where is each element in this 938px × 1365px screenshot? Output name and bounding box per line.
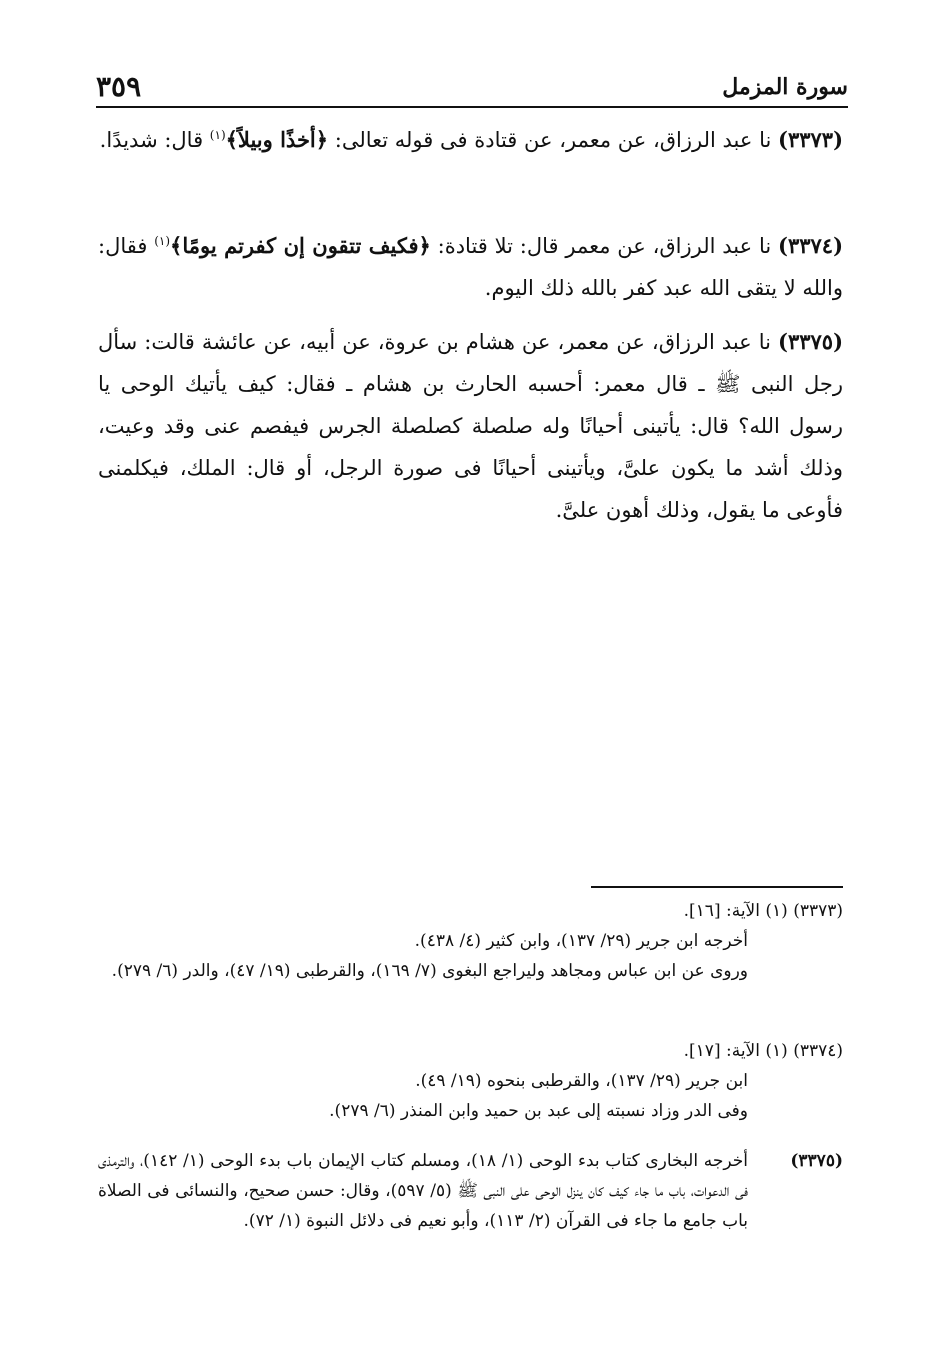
- hadith-number: (٣٣٧٥): [778, 329, 843, 354]
- header-rule: [96, 106, 848, 108]
- hadith-text: فقال: والله لا يتقى الله عبد كفر بالله ذلك اليوم.: [98, 234, 843, 300]
- hadith-number: (٣٣٧٣): [778, 127, 843, 152]
- footnote-ref: (١): [154, 234, 171, 248]
- footnote-rule: [591, 886, 843, 888]
- hadith-3373: [98, 119, 843, 161]
- hadith-text: نا عبد الرزاق، عن معمر قال: تلا قتادة:: [430, 234, 778, 258]
- footnote-body: [98, 1066, 843, 1126]
- footnote-body: أخرجه البخارى كتاب بدء الوحى (١/ ١٨)، ومسلم كتاب الإيمان باب بدء الوحى (١/ ١٤٢)، والترمذى فى الدعوات، باب ما جاء كيف كان ينزل الوحى على النبى ﷺ (٥/ ٥٩٧)، وقال: حسن صحيح، والنسائى فى الصلاة باب جامع ما جاء فى القرآن (٢/ ١١٣)، وأبو نعيم فى دلائل النبوة (١/ ٧٢).: [98, 1151, 748, 1231]
- hadith-text: نا عبد الرزاق، عن معمر، عن هشام بن عروة، عن أبيه، عن عائشة قالت: سأل رجل النبى ﷺ ـ قال معمر: أحسبه الحارث بن هشام ـ فقال: كيف يأتيك الوحى يا رسول الله؟ قال: يأتينى أحيانًا وله صلصلة كصلصلة الجرس فيفصم عنى وقد وعيت، وذلك أشد ما يكون علىَّ، ويأتينى أحيانًا فى صورة الرجل، أو قال: الملك، فيكلمنى فأوعى ما يقول، وذلك أهون علىَّ.: [98, 330, 843, 522]
- footnote-label: (٣٣٧٤) (١) الآية: [١٧].: [683, 1041, 843, 1061]
- footnote-line: وفى الدر وزاد نسبته إلى عبد بن حميد وابن المنذر (٦/ ٢٧٩).: [329, 1101, 748, 1121]
- footnote-ref: (١): [209, 128, 226, 142]
- footnote-body: [98, 926, 843, 986]
- footnote-line: ابن جرير (٢٩/ ١٣٧)، والقرطبى بنحوه (١٩/ ٤٩).: [415, 1071, 748, 1091]
- hadith-number: (٣٣٧٤): [778, 233, 843, 258]
- footnote-3373: [98, 896, 843, 986]
- hadith-3375: [98, 321, 843, 531]
- footnote-line: أخرجه ابن جرير (٢٩/ ١٣٧)، وابن كثير (٤/ ٤٣٨).: [414, 931, 748, 951]
- page-header: [96, 68, 848, 108]
- hadith-3374: [98, 225, 843, 309]
- hadith-text: نا عبد الرزاق، عن معمر، عن قتادة فى قوله تعالى:: [328, 128, 778, 152]
- quran-verse: ﴿فكيف تتقون إن كفرتم يومًا﴾: [170, 233, 431, 258]
- page-number: ٣٥٩: [96, 70, 142, 103]
- footnote-3375: [98, 1146, 843, 1236]
- footnote-label: (٣٣٧٣) (١) الآية: [١٦].: [683, 901, 843, 921]
- footnote-3374: [98, 1036, 843, 1126]
- footnote-label: (٣٣٧٥): [790, 1151, 843, 1171]
- quran-verse: ﴿أخذًا وبيلاً﴾: [225, 127, 329, 152]
- surah-title: سورة المزمل: [722, 74, 848, 100]
- footnote-line: وروى عن ابن عباس ومجاهد وليراجع البغوى (٧/ ١٦٩)، والقرطبى (١٩/ ٤٧)، والدر (٦/ ٢٧٩).: [111, 961, 748, 981]
- hadith-text: قال: شديدًا.: [99, 128, 210, 152]
